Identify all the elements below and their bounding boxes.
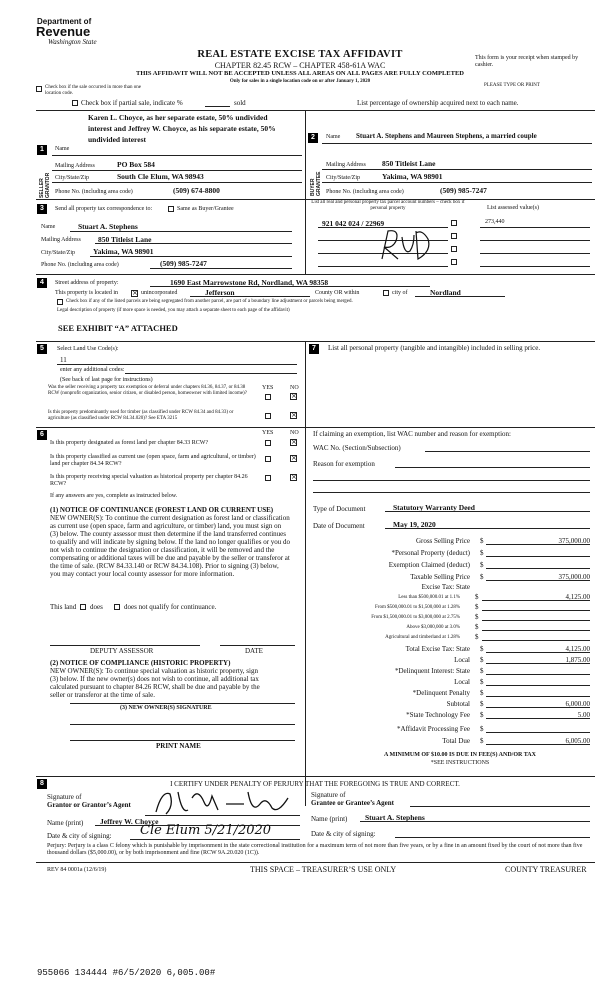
- multi-location-label: Check box if the sale occurred in more than one location code.: [45, 85, 141, 96]
- county-label: County OR within: [315, 290, 360, 296]
- county-treasurer-label: COUNTY TREASURER: [505, 865, 587, 874]
- s6-q1-no[interactable]: ×: [291, 438, 297, 446]
- exemption-label: If claiming an exemption, list WAC number and reason for exemption:: [313, 430, 511, 438]
- buyer-phone-label: Phone No. (including area code): [326, 189, 404, 195]
- form-subtitle: CHAPTER 82.45 RCW – CHAPTER 458-61A WAC: [214, 61, 386, 70]
- doc-date: May 19, 2020: [393, 520, 436, 529]
- tech-fee-value: 5.00: [577, 711, 590, 719]
- tech-fee-dollar: $: [480, 711, 484, 719]
- type-or-print: PLEASE TYPE OR PRINT: [484, 83, 540, 88]
- grantee-name: Stuart A. Stephens: [365, 813, 425, 822]
- personal-dollar: $: [480, 549, 484, 557]
- tier5-label: Agricultural and timberland at 1.28%: [385, 635, 460, 640]
- section-8-marker: 8: [37, 779, 47, 789]
- seller-name-line-1: Karen L. Choyce, as her separate estate, 50% undivided: [88, 113, 268, 122]
- seller-phone-label: Phone No. (including area code): [55, 189, 133, 195]
- assessed-header: List assessed value(s): [487, 205, 539, 211]
- city-name: Nordland: [430, 288, 461, 297]
- grantee-name-label: Name (print): [311, 815, 348, 823]
- wac-label: WAC No. (Section/Subsection): [313, 444, 401, 452]
- s6-no: NO: [290, 430, 299, 436]
- notice1-title: (1) NOTICE OF CONTINUANCE (FOREST LAND OR CURRENT USE): [50, 506, 274, 514]
- grantor-name-label: Name (print): [47, 819, 84, 827]
- form-warning: THIS AFFIDAVIT WILL NOT BE ACCEPTED UNLESS ALL AREAS ON ALL PAGES ARE FULLY COMPLETED: [136, 70, 464, 77]
- unincorporated-label: unincorporated: [141, 290, 178, 296]
- tech-fee-label: *State Technology Fee: [406, 711, 470, 719]
- section-2-marker: 2: [308, 133, 318, 143]
- local-dollar: $: [480, 656, 484, 664]
- section-3-marker: 3: [37, 204, 47, 214]
- delinq-local-dollar: $: [480, 678, 484, 686]
- seller-name-label: Name: [55, 146, 70, 152]
- gross-dollar: $: [480, 537, 484, 545]
- certify-statement: I CERTIFY UNDER PENALTY OF PERJURY THAT THE FOREGOING IS TRUE AND CORRECT.: [170, 780, 460, 788]
- taxable-value: 375,000.00: [558, 573, 590, 581]
- initials-scribble: [378, 225, 436, 265]
- land-does-label: does: [90, 603, 103, 611]
- tier3-label: From $1,500,000.01 to $3,000,000 at 2.75%: [371, 615, 460, 620]
- total-due-dollar: $: [480, 737, 484, 745]
- street-label: Street address of property:: [55, 280, 119, 286]
- segregation-label: Check box if any of the listed parcels are being segregated from another parcel, are part of a boundary line adjustment or parcels being merged.: [66, 299, 353, 304]
- subtotal-label: Subtotal: [446, 700, 470, 708]
- corr-mailing: 850 Titleist Lane: [98, 235, 152, 244]
- unincorporated-checkbox[interactable]: ×: [132, 289, 138, 297]
- land-use-code: 11: [60, 356, 67, 364]
- grantor-date-city-label: Date & city of signing:: [47, 832, 112, 840]
- section-5-marker: 5: [37, 344, 47, 354]
- seller-name-line-2: interest and Jeffrey W. Choyce, as his separate estate, 50%: [88, 124, 276, 133]
- personal-property-checkbox-3[interactable]: [451, 246, 457, 252]
- notice1-line-4: to qualify and will indicate by signing below. If the land no longer qualifies or you do: [50, 538, 291, 546]
- located-in-label: This property is located in: [55, 290, 118, 296]
- same-as-buyer-label: Same as Buyer/Grantee: [177, 206, 234, 212]
- land-does-not-checkbox[interactable]: [114, 604, 120, 610]
- perjury-statement: Perjury: Perjury is a class C felony which is punishable by imprisonment in the state correctional institution for a maximum term of not more than five years, or by a fine in an amount fixed by the court of not more than five thousand dollars ($5,000.00), or by both imprisonment and fine (RCW 9A.20.020 (1C)).: [47, 843, 583, 856]
- corr-phone: (509) 985-7247: [160, 259, 207, 268]
- deputy-date-label: DATE: [245, 647, 263, 655]
- land-use-q2-no[interactable]: ×: [291, 411, 297, 419]
- see-back-note: (See back of last page for instructions): [60, 377, 153, 383]
- seller-phone: (509) 674-8800: [173, 186, 220, 195]
- total-state-dollar: $: [480, 645, 484, 653]
- effective-date-note: Only for sales in a single location code on or after January 1, 2020: [229, 79, 371, 84]
- correspondence-label: Send all property tax correspondence to:: [55, 206, 153, 212]
- logo-line-1: Department of: [37, 17, 92, 26]
- personal-property-checkbox-2[interactable]: [451, 233, 457, 239]
- section-4-marker: 4: [37, 278, 47, 288]
- land-use-no: NO: [290, 385, 299, 391]
- partial-sale-sold: sold: [234, 99, 246, 107]
- treasurer-space-label: THIS SPACE – TREASURER’S USE ONLY: [250, 865, 397, 874]
- section-1-marker: 1: [37, 145, 47, 155]
- seller-mailing-label: Mailing Address: [55, 163, 95, 169]
- subtotal-dollar: $: [480, 700, 484, 708]
- same-as-buyer-checkbox[interactable]: [168, 206, 174, 212]
- gross-label: Gross Selling Price: [415, 537, 470, 545]
- grantee-sig-label-2: Grantee or Grantee’s Agent: [311, 799, 395, 807]
- notice1-line-1: NEW OWNER(S): To continue the current designation as forest land or classification: [50, 514, 290, 522]
- corr-mailing-label: Mailing Address: [41, 237, 81, 243]
- notice2-line-3: calculated pursuant to chapter 84.26 RCW, shall be due and payable by the: [50, 683, 260, 691]
- grantee-date-city-label: Date & city of signing:: [311, 830, 376, 838]
- tier4-dollar: $: [475, 623, 479, 631]
- land-use-yes: YES: [262, 385, 274, 391]
- s6-q3: Is this property receiving special valuation as historical property per chapter 84.26 RCW?: [50, 474, 248, 487]
- partial-sale-checkbox[interactable]: [72, 100, 78, 106]
- land-use-q2-yes[interactable]: [265, 413, 271, 419]
- parcel-1: 921 042 024 / 22969: [322, 219, 385, 228]
- city-of-label: city of: [392, 290, 408, 296]
- delinq-penalty-dollar: $: [480, 689, 484, 697]
- print-name-label: PRINT NAME: [156, 742, 201, 750]
- parcels-header: List all real and personal property tax parcel account numbers – check box if personal property: [311, 200, 465, 211]
- notice1-line-6: compensating or additional taxes will be due and payable by the seller or transferor at: [50, 554, 290, 562]
- street-address: 1690 East Marrowstone Rd, Nordland, WA 98358: [170, 278, 329, 287]
- total-due-value: 6,005.00: [565, 737, 590, 745]
- county-name: Jefferson: [205, 288, 235, 297]
- section-6-marker: 6: [37, 430, 47, 440]
- segregation-checkbox[interactable]: [57, 299, 63, 305]
- corr-phone-label: Phone No. (including area code): [41, 262, 119, 268]
- receipt-note: This form is your receipt when stamped by cashier.: [475, 55, 579, 68]
- notice1-line-2: as current use (open space, farm and agriculture, or timber) land, you must sign on: [50, 522, 282, 530]
- tier5-dollar: $: [475, 633, 479, 641]
- corr-name-label: Name: [41, 224, 56, 230]
- new-owner-signature-label: (3) NEW OWNER(S) SIGNATURE: [120, 705, 212, 711]
- exemption-dollar: $: [480, 561, 484, 569]
- exhibit-note: SEE EXHIBIT “A” ATTACHED: [58, 323, 178, 333]
- buyer-city-label: City/State/Zip: [326, 175, 360, 181]
- see-instructions-note: *SEE INSTRUCTIONS: [430, 760, 490, 766]
- corr-city: Yakima, WA 98901: [93, 247, 154, 256]
- s6-q2-no[interactable]: ×: [291, 454, 297, 462]
- notice1-line-3: (3) below. The county assessor must then determine if the land transferred continues: [50, 530, 286, 538]
- notice2-line-2: (3) below. If the new owner(s) does not wish to continue, all additional tax: [50, 675, 259, 683]
- form-revision: REV 84 0001a (12/6/19): [47, 867, 107, 873]
- buyer-name: Stuart A. Stephens and Maureen Stephens, a married couple: [356, 132, 537, 140]
- seller-city: South Cle Elum, WA 98943: [117, 172, 204, 181]
- multi-location-checkbox[interactable]: [36, 86, 42, 92]
- s6-q1: Is this property designated as forest land per chapter 84.33 RCW?: [50, 440, 209, 446]
- s6-yes: YES: [262, 430, 274, 436]
- land-use-q2: Is this property predominantly used for timber (as classified under RCW 84.34 and 84.33) or agriculture (as classified under RCW 84.34.020)? See ETA 3215: [48, 410, 234, 421]
- partial-sale-label: Check box if partial sale, indicate %: [81, 99, 183, 107]
- land-does-checkbox[interactable]: [80, 604, 86, 610]
- local-value: 1,875.00: [565, 656, 590, 664]
- tier3-dollar: $: [475, 613, 479, 621]
- grantor-name: Jeffrey W. Choyce: [100, 817, 159, 826]
- personal-property-checkbox-1[interactable]: [451, 220, 457, 226]
- notice2-line-4: seller or transferor at the time of sale.: [50, 691, 155, 699]
- corr-name: Stuart A. Stephens: [78, 222, 138, 231]
- personal-property-label: List all personal property (tangible and intangible) included in selling price.: [328, 344, 541, 352]
- section-7-marker: 7: [309, 344, 319, 354]
- this-land-label: This land: [50, 603, 77, 611]
- grantor-signature: [148, 784, 298, 818]
- notice1-line-8: you may contact your local county assessor for more information.: [50, 570, 235, 578]
- land-use-q1: Was the seller receiving a property tax exemption or deferral under chapters 84.36, 84.37, or 84.38 RCW (nonprofit organization, senior citizen, or disabled person, homeowner with limited income)?: [48, 385, 247, 396]
- notice2-title: (2) NOTICE OF COMPLIANCE (HISTORIC PROPERTY): [50, 659, 231, 667]
- s6-q2: Is this property classified as current use (open space, farm and agricultural, or timber) land per chapter 84.34 RCW?: [50, 454, 256, 467]
- tier1-label: Less than $500,000.01 at 1.1%: [398, 595, 460, 600]
- tier2-dollar: $: [475, 603, 479, 611]
- personal-deduct-label: *Personal Property (deduct): [391, 549, 470, 557]
- notice1-line-7: the time of sale. (RCW 84.33.140 or RCW 84.34.108). Prior to signing (3) below,: [50, 562, 279, 570]
- seller-side-label: SELLER GRANTOR: [39, 172, 51, 198]
- s6-q1-yes[interactable]: [265, 440, 271, 446]
- buyer-mailing-label: Mailing Address: [326, 162, 366, 168]
- taxable-dollar: $: [480, 573, 484, 581]
- logo-line-3: Washington State: [48, 38, 97, 46]
- legal-description-label: Legal description of property (if more space is needed, you may attach a separate sheet to each page of the affidavit): [57, 308, 290, 313]
- land-use-label: Select Land Use Code(s):: [57, 346, 119, 352]
- subtotal-value: 6,000.00: [565, 700, 590, 708]
- seller-name-line-3: undivided interest: [88, 135, 146, 144]
- notice1-line-5: not wish to continue the designation or classification, it will be removed and the: [50, 546, 275, 554]
- treasurer-stamp: 955066 134444 #6/5/2020 6,005.00#: [37, 968, 216, 978]
- seller-city-label: City/State/Zip: [55, 175, 89, 181]
- doc-date-label: Date of Document: [313, 522, 365, 530]
- total-state-value: 4,125.00: [565, 645, 590, 653]
- seller-mailing: PO Box 584: [117, 160, 155, 169]
- logo-line-2: Revenue: [36, 24, 91, 39]
- tier1-value: 4,125.00: [565, 593, 590, 601]
- land-does-not-label: does not qualify for continuance.: [124, 603, 217, 611]
- ownership-note: List percentage of ownership acquired next to each name.: [357, 99, 519, 107]
- gross-value: 375,000.00: [558, 537, 590, 545]
- affidavit-fee-dollar: $: [480, 725, 484, 733]
- delinq-state-label: *Delinquent Interest: State: [394, 667, 470, 675]
- deputy-assessor-label: DEPUTY ASSESSOR: [90, 647, 154, 655]
- grantor-sig-label-1: Signature of: [47, 793, 82, 801]
- grantor-sig-label-2: Grantor or Grantor’s Agent: [47, 801, 131, 809]
- excise-label: Excise Tax: State: [421, 583, 470, 591]
- exemption-deduct-label: Exemption Claimed (deduct): [388, 561, 470, 569]
- delinq-local-label: Local: [454, 678, 470, 686]
- buyer-side-label: BUYER GRANTEE: [310, 171, 322, 196]
- delinq-state-dollar: $: [480, 667, 484, 675]
- s6-q3-no[interactable]: ×: [291, 473, 297, 481]
- tier4-label: Above $3,000,000 at 3.0%: [406, 625, 460, 630]
- tier2-label: From $500,000.01 to $1,500,000 at 1.28%: [375, 605, 460, 610]
- grantor-date-city: Cle Elum 5/21/2020: [140, 823, 272, 838]
- s6-if-yes: If any answers are yes, complete as instructed below.: [50, 493, 178, 499]
- total-due-label: Total Due: [442, 737, 470, 745]
- minimum-note: A MINIMUM OF $10.00 IS DUE IN FEE(S) AND/OR TAX: [384, 752, 536, 758]
- corr-city-label: City/State/Zip: [41, 250, 75, 256]
- personal-property-checkbox-4[interactable]: [451, 259, 457, 265]
- buyer-phone: (509) 985-7247: [440, 186, 487, 195]
- reason-label: Reason for exemption: [313, 460, 375, 468]
- s6-q3-yes[interactable]: [265, 475, 271, 481]
- additional-codes-label: enter any additional codes:: [60, 367, 125, 373]
- assessed-1: 273,440: [485, 219, 505, 225]
- land-use-q1-no[interactable]: ×: [291, 392, 297, 400]
- tier1-dollar: $: [475, 593, 479, 601]
- buyer-name-label: Name: [326, 134, 341, 140]
- city-of-checkbox[interactable]: [383, 290, 389, 296]
- land-use-q1-yes[interactable]: [265, 394, 271, 400]
- delinq-penalty-label: *Delinquent Penalty: [412, 689, 470, 697]
- notice2-line-1: NEW OWNER(S): To continue special valuation as historic property, sign: [50, 667, 258, 675]
- total-state-label: Total Excise Tax: State: [405, 645, 470, 653]
- buyer-mailing: 850 Titleist Lane: [382, 159, 436, 168]
- s6-q2-yes[interactable]: [265, 456, 271, 462]
- form-title: REAL ESTATE EXCISE TAX AFFIDAVIT: [197, 49, 403, 60]
- affidavit-fee-label: *Affidavit Processing Fee: [397, 725, 470, 733]
- buyer-city: Yakima, WA 98901: [382, 172, 443, 181]
- local-label: Local: [454, 656, 470, 664]
- doc-type: Statutory Warranty Deed: [393, 503, 475, 512]
- grantee-sig-label-1: Signature of: [311, 791, 346, 799]
- doc-type-label: Type of Document: [313, 505, 366, 513]
- taxable-label: Taxable Selling Price: [410, 573, 470, 581]
